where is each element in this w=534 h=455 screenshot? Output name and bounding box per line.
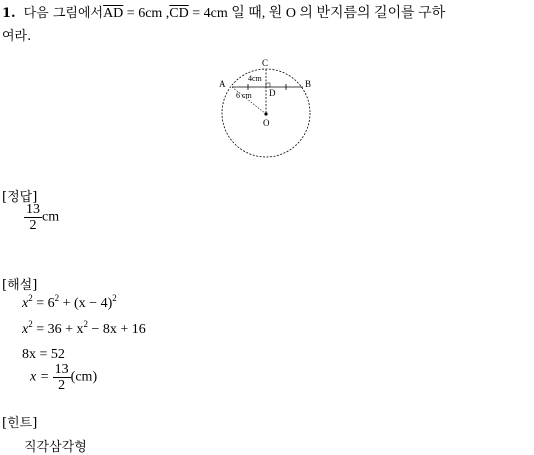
solution-line-1: $x^2 = 6^2 + (x - 4)^2$ xyxy=(22,293,117,311)
answer-fraction xyxy=(24,202,42,233)
segment-cd-value: = 4cm 일 때, 원 O 의 반지름의 길이를 구하 xyxy=(188,6,446,21)
answer-label: [정답] xyxy=(2,190,38,205)
question-number: 1. xyxy=(2,6,16,21)
answer-value xyxy=(24,202,59,233)
solution-line-3: 8x = 52 xyxy=(22,347,65,362)
segment-ad: $\overline{AD}$ xyxy=(103,6,124,21)
answer-denominator: 2 xyxy=(29,218,37,233)
label-b: B xyxy=(305,79,312,89)
solution-line-2: $x^2 = 36 + x^2 - 8x + 16$ xyxy=(22,319,146,337)
solution-fraction: $\frac{13}{2}$ xyxy=(54,362,69,393)
label-c: C xyxy=(262,58,269,68)
circle-figure xyxy=(210,52,330,164)
label-a: A xyxy=(219,79,226,89)
hint-label: [힌트] xyxy=(2,416,38,431)
center-point xyxy=(264,112,267,115)
segment-cd: $\overline{CD}$ xyxy=(169,6,189,21)
label-d: D xyxy=(269,88,276,98)
solution-line-4: x = $\frac{13}{2}$ (cm) xyxy=(30,362,98,393)
question-text: 다음 그림에서 xyxy=(23,6,104,21)
right-angle-mark xyxy=(266,83,270,87)
answer-numerator: 13 xyxy=(26,202,40,217)
solution-label: [해설] xyxy=(2,278,38,293)
segment-ad-value: = 6cm , xyxy=(123,6,170,21)
question-line-2: 여라. xyxy=(2,29,32,44)
label-o: O xyxy=(263,118,270,128)
label-4cm: 4cm xyxy=(248,74,262,83)
question-line-1 xyxy=(2,2,445,22)
answer-unit: cm xyxy=(42,209,60,225)
hint-text: 직각삼각형 xyxy=(24,440,87,455)
label-6cm: 6 cm xyxy=(236,91,252,100)
